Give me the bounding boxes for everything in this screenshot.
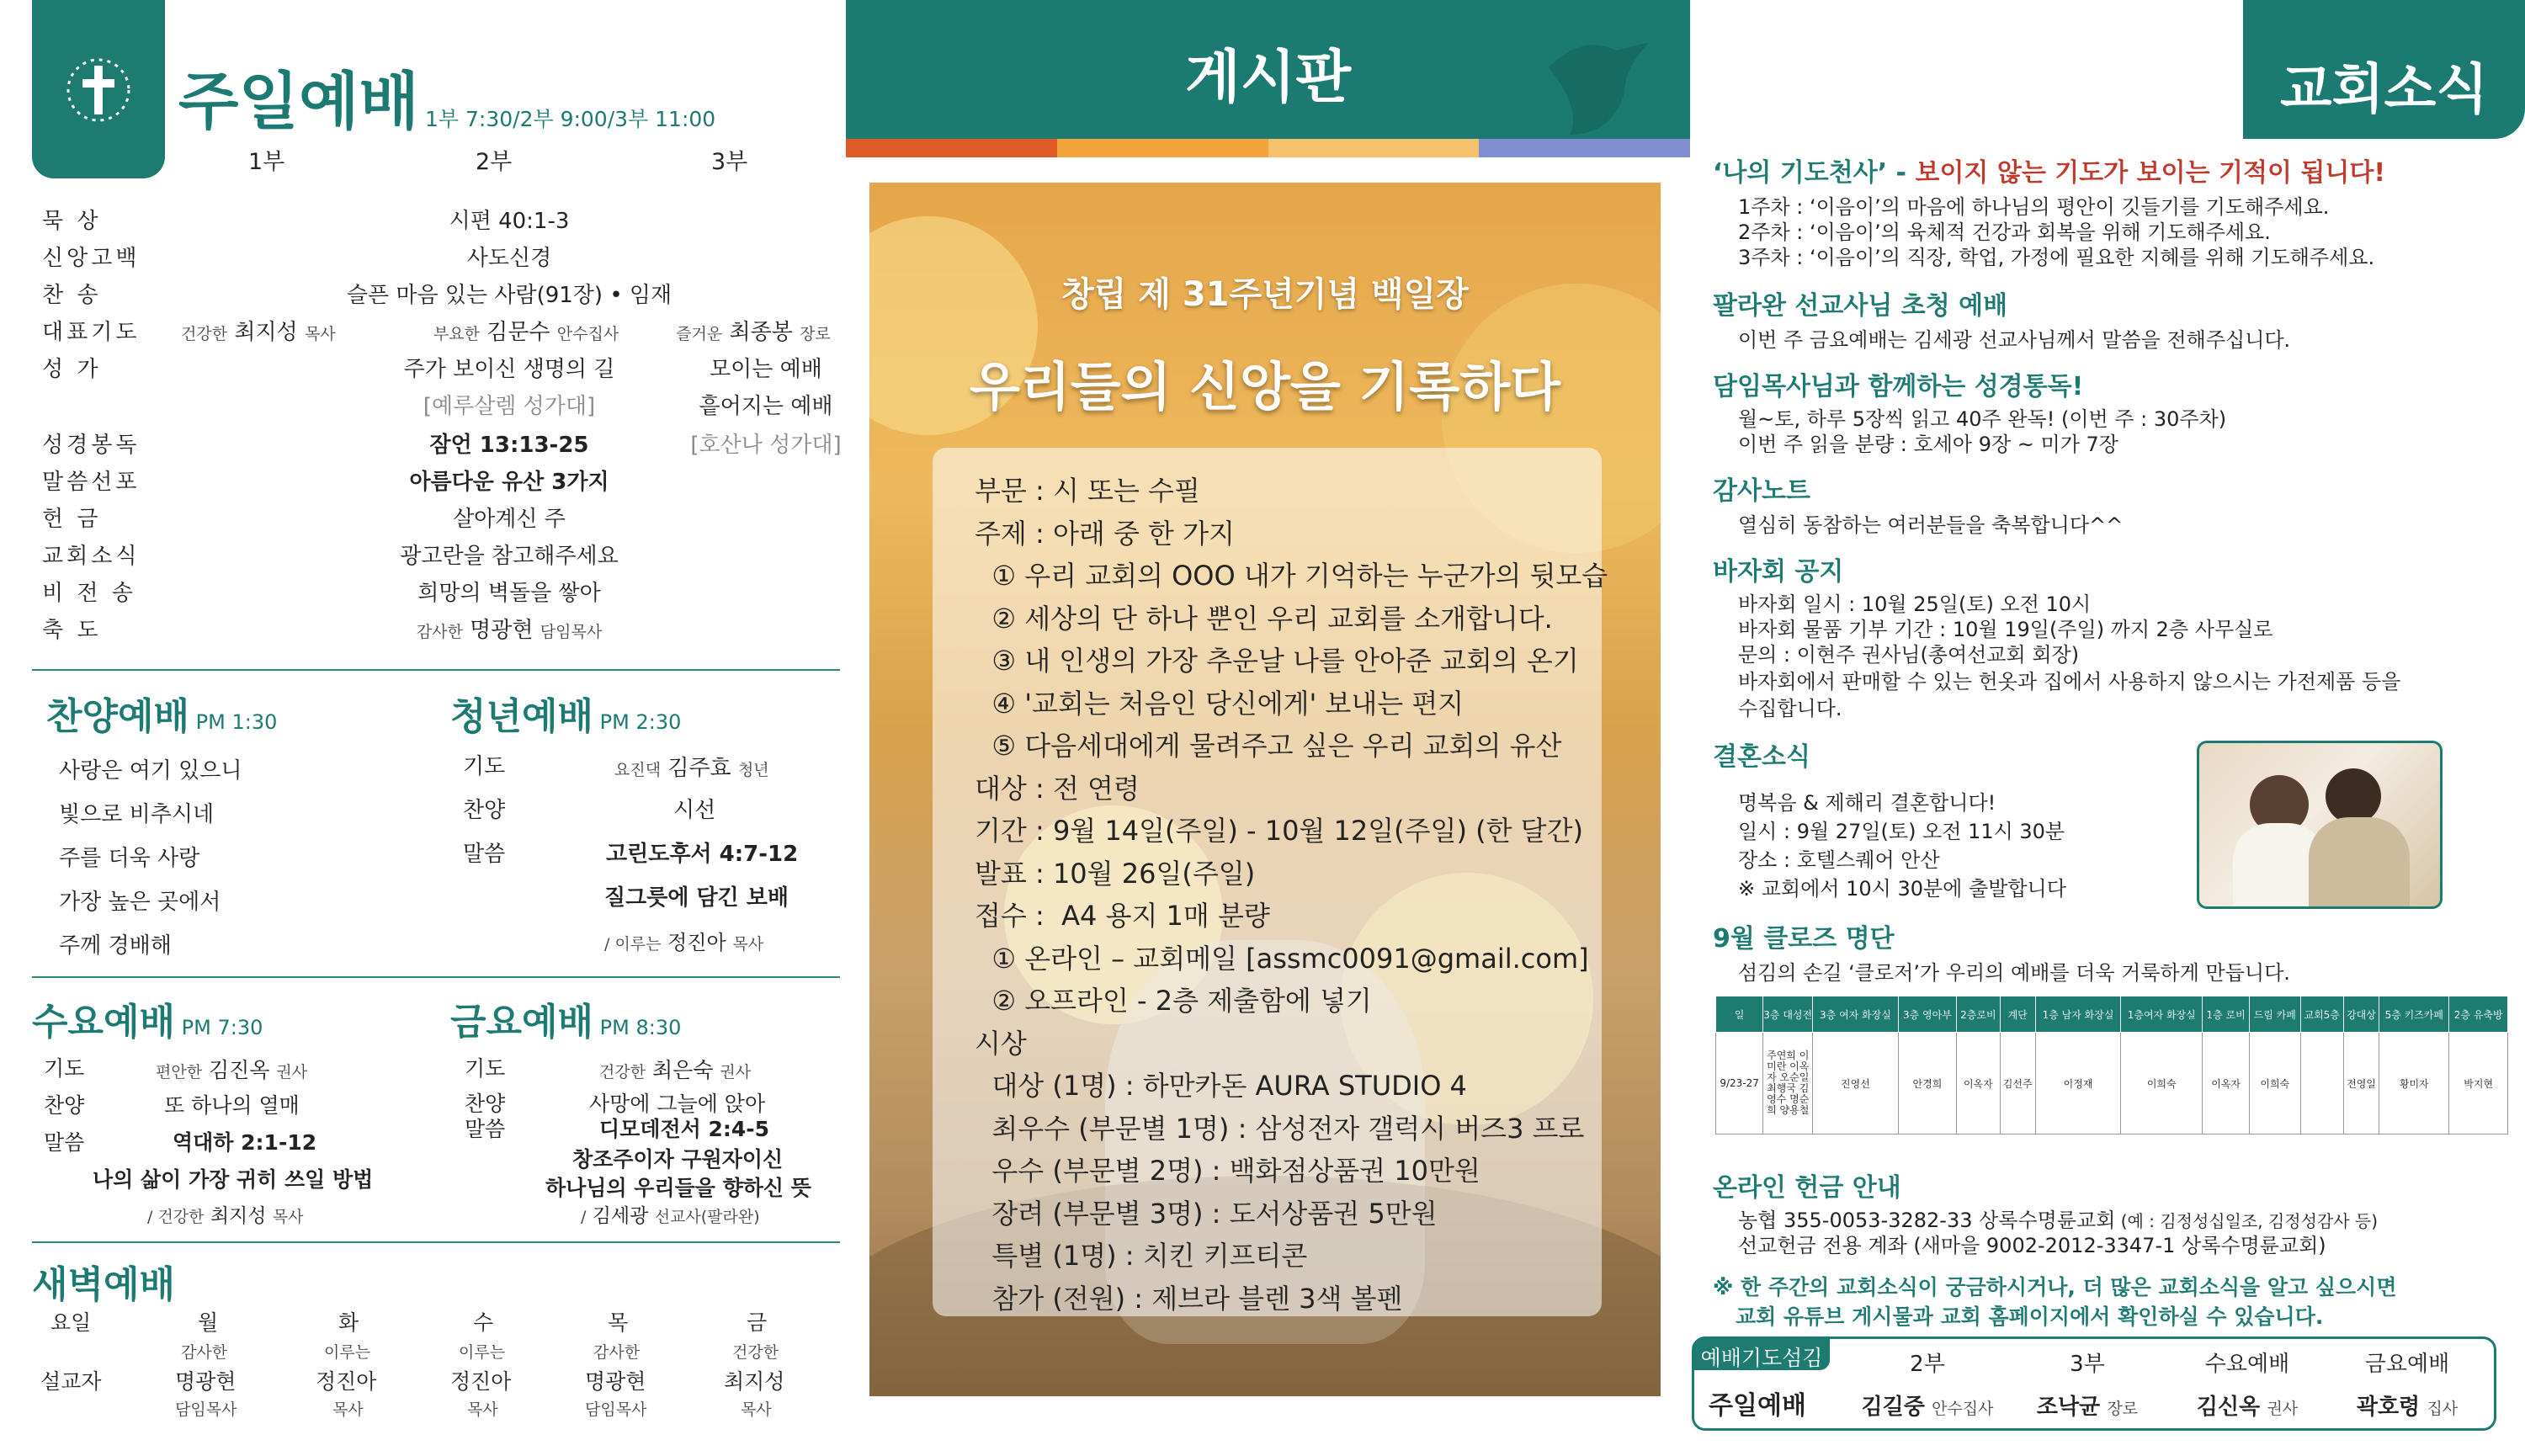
wed-prayer: 편안한 김진옥 권사 <box>156 1058 308 1082</box>
praise-song: 사랑은 여기 있으니 <box>59 758 242 784</box>
wedding-title: 결혼소식 <box>1713 742 1810 772</box>
closers-header-cell: 일 <box>1716 996 1763 1033</box>
poster-line: 참가 (전원) : 제브라 블렌 3색 볼펜 <box>975 1282 1403 1315</box>
prayer-server-col: 수요예배 김신옥 권사 <box>2196 1352 2299 1420</box>
closers-header-cell: 3층 영아부 <box>1898 996 1957 1033</box>
closers-header-cell: 교회5층 <box>2300 996 2343 1033</box>
news-title: 교회소식 <box>2279 59 2489 121</box>
friday-title: 금요예배 PM 8:30 <box>450 1001 682 1044</box>
bible-line: 월~토, 하루 5장씩 읽고 40주 완독! (이번 주 : 30주차) <box>1738 407 2227 431</box>
dawn-preacher-label: 설교자 <box>40 1369 102 1394</box>
sunday-times: 1부 7:30/2부 9:00/3부 11:00 <box>425 107 716 131</box>
closers-cell: 이정재 <box>2035 1033 2120 1135</box>
youth-prayer: 요진댁 김주효 청년 <box>614 756 769 781</box>
poster-line: ① 온라인 – 교회메일 [assmc0091@gmail.com] <box>975 942 1589 975</box>
poster-line: ⑤ 다음세대에게 물려주고 싶은 우리 교회의 유산 <box>975 730 1562 762</box>
closers-cell: 이옥자 <box>1957 1033 2000 1135</box>
praise-title: 찬양예배 PM 1:30 <box>46 695 278 738</box>
dawn-grid: 월 감사한 명광현 담임목사 화 이루는 정진아 목사 수 이루는 정진아 목사 목 감사한 명광현 담임목사 금 건강한 최지성 목사 <box>175 1310 785 1419</box>
wed-praise-label: 찬양 <box>44 1093 85 1118</box>
praise-song: 가장 높은 곳에서 <box>59 890 221 915</box>
poster-line: ④ '교회는 처음인 당신에게' 보내는 편지 <box>975 687 1464 720</box>
fri-preacher: / 김세광 선교사(팔라완) <box>581 1205 760 1227</box>
bible-line: 이번 주 읽을 분량 : 호세아 9장 ~ 미가 7장 <box>1738 433 2118 456</box>
poster-line: 부문 : 시 또는 수필 <box>975 475 1200 507</box>
closers-title: 9월 클로즈 명단 <box>1713 924 1895 954</box>
thanks-text: 열심히 동참하는 여러분들을 축복합니다^^ <box>1738 513 2124 537</box>
bazaar-line: 바자회 일시 : 10월 25일(토) 오전 10시 <box>1738 592 2092 616</box>
prayer-angel-line: 2주차 : ‘이음이’의 육체적 건강과 회복을 위해 기도해주세요. <box>1738 221 2271 244</box>
closers-header-cell: 강대상 <box>2343 996 2379 1033</box>
fri-prayer: 건강한 최은숙 권사 <box>599 1058 752 1082</box>
fri-word-title-2: 하나님의 우리들을 향하신 뜻 <box>545 1176 811 1200</box>
wedding-line: 명복음 & 제해리 결혼합니다! <box>1738 791 1996 815</box>
youth-preacher: / 이루는 정진아 목사 <box>604 931 764 954</box>
closers-header-cell: 3층 여자 화장실 <box>1813 996 1898 1033</box>
fri-praise-label: 찬양 <box>465 1092 506 1116</box>
closers-header-cell: 1층 남자 화장실 <box>2035 996 2120 1033</box>
col-1bu: 1부 <box>248 149 285 175</box>
palawan-title: 팔라완 선교사님 초청 예배 <box>1713 291 2008 321</box>
closers-header-cell: 1층 로비 <box>2203 996 2250 1033</box>
wed-prayer-label: 기도 <box>44 1056 85 1081</box>
poster-line: 우수 (부문별 2명) : 백화점상품권 10만원 <box>975 1155 1480 1187</box>
wed-word-ref: 역대하 2:1-12 <box>173 1130 317 1155</box>
order-row-choir: 성 가 주가 보이신 생명의 길 모이는 예배 <box>42 356 822 382</box>
offering-line-2: 선교헌금 전용 계좌 (새마을 9002-2012-3347-1 상록수명륜교회) <box>1738 1234 2326 1257</box>
closers-header-row <box>1716 996 2508 1033</box>
order-row-choir-2: [예루살렘 성가대] 흩어지는 예배 <box>423 393 833 419</box>
poster-line: 접수 : A4 용지 1매 분량 <box>975 900 1270 932</box>
wed-word-label: 말씀 <box>44 1130 85 1155</box>
prayer-angel-line: 1주차 : ‘이음이’의 마음에 하나님의 평안이 깃들기를 기도해주세요. <box>1738 195 2330 219</box>
youth-prayer-label: 기도 <box>463 754 506 779</box>
poster-line: 시상 <box>975 1027 1027 1060</box>
order-row-prayer: 대표기도 건강한 최지성 목사 부요한 김문수 안수집사 즐거운 최종봉 장로 <box>42 319 831 345</box>
wedding-line: 일시 : 9월 27일(토) 오전 11시 30분 <box>1738 820 2065 843</box>
prayer-angel-line: 3주차 : ‘이음이’의 직장, 학업, 가정에 필요한 지혜를 위해 기도해주세요. <box>1738 246 2375 269</box>
poster-line: ② 오프라인 - 2층 제출함에 넣기 <box>975 985 1372 1017</box>
order-row-offering: 헌 금 살아계신 주 <box>42 506 566 532</box>
dawn-title: 새벽예배 <box>32 1263 176 1306</box>
youth-praise-label: 찬양 <box>463 798 506 823</box>
prayer-server-col: 3부 조낙균 장로 <box>2036 1352 2139 1420</box>
bazaar-line: 바자회에서 판매할 수 있는 헌옷과 집에서 사용하지 않으시는 가전제품 등을 <box>1738 670 2401 693</box>
wedding-line: 장소 : 호텔스퀘어 안산 <box>1738 848 1940 872</box>
board-title: 게시판 <box>1184 45 1352 111</box>
order-row-sermon: 말씀선포 아름다운 유산 3가지 <box>42 469 609 495</box>
bazaar-title: 바자회 공지 <box>1713 557 1844 587</box>
poster-line: 특별 (1명) : 치킨 키프티콘 <box>975 1240 1308 1272</box>
closers-header-cell: 계단 <box>2000 996 2035 1033</box>
closers-cell: 황미자 <box>2379 1033 2449 1135</box>
closers-cell: 김선주 <box>2000 1033 2035 1135</box>
poster-line: 대상 : 전 연령 <box>975 772 1140 805</box>
poster-line: 기간 : 9월 14일(주일) - 10월 12일(주일) (한 달간) <box>975 815 1583 847</box>
poster-line: 발표 : 10월 26일(주일) <box>975 857 1256 890</box>
notice-line-2: 교회 유튜브 게시물과 교회 홈페이지에서 확인하실 수 있습니다. <box>1736 1305 2324 1329</box>
closers-cell: 주연희 이미란 이옥자 오순일 최행국 김영수 명순희 양용철 <box>1763 1033 1813 1135</box>
wed-praise: 또 하나의 열매 <box>164 1093 300 1118</box>
dawn-day-label: 요일 <box>50 1310 92 1335</box>
closers-header-cell: 드림 카페 <box>2250 996 2301 1033</box>
order-row-hymn: 찬 송 슬픈 마음 있는 사람(91장) • 임재 <box>42 282 672 308</box>
youth-praise: 시선 <box>673 798 716 823</box>
closers-header-cell: 3층 대성전 <box>1763 996 1813 1033</box>
fri-word-title-1: 창조주이자 구원자이신 <box>572 1147 784 1172</box>
praise-song: 빛으로 비추시네 <box>59 802 215 827</box>
order-row-benediction: 축 도 감사한 명광현 담임목사 <box>42 617 603 643</box>
poster-line: 주제 : 아래 중 한 가지 <box>975 517 1235 550</box>
wed-word-title: 나의 삶이 가장 귀히 쓰일 방법 <box>93 1167 374 1192</box>
closers-cell: 이희숙 <box>2121 1033 2203 1135</box>
closers-cell: 안경희 <box>1898 1033 1957 1135</box>
thanks-title: 감사노트 <box>1713 476 1810 506</box>
order-row-vision: 비 전 송 희망의 벽돌을 쌓아 <box>42 580 601 606</box>
bazaar-line: 수집합니다. <box>1738 697 1842 720</box>
table-row <box>1716 1033 2508 1135</box>
col-3bu: 3부 <box>711 149 748 175</box>
dove-icon <box>1532 17 1658 143</box>
closers-cell: 이희숙 <box>2250 1033 2301 1135</box>
closers-cell: 박지현 <box>2449 1033 2508 1135</box>
wed-preacher: / 건강한 최지성 목사 <box>147 1205 304 1227</box>
closers-cell: 9/23-27 <box>1716 1033 1763 1135</box>
youth-word-title: 질그릇에 담긴 보배 <box>604 885 789 911</box>
closers-cell <box>2300 1033 2343 1135</box>
offering-line-1: 농협 355-0053-3282-33 상록수명륜교회 (예 : 김정성십일조, 김정성감사 등) <box>1738 1209 2379 1232</box>
order-row-scripture: 성경봉독 잠언 13:13-25 [호산나 성가대] <box>42 432 842 458</box>
youth-word-label: 말씀 <box>463 842 506 867</box>
fri-prayer-label: 기도 <box>465 1056 506 1081</box>
poster-line: ③ 내 인생의 가장 추운날 나를 안아준 교회의 온기 <box>975 645 1579 677</box>
bazaar-line: 바자회 물품 기부 기간 : 10월 19일(주일) 까지 2층 사무실로 <box>1738 618 2273 641</box>
closers-header-cell: 1층여자 화장실 <box>2121 996 2203 1033</box>
poster-line: 대상 (1명) : 하만카돈 AURA STUDIO 4 <box>975 1070 1467 1102</box>
cross-badge <box>32 0 165 178</box>
prayer-server-col: 2부 김길중 안수집사 <box>1861 1352 1994 1420</box>
prayer-servers-grid <box>1847 1347 2487 1422</box>
praise-songs <box>59 749 242 968</box>
poster-line: ② 세상의 단 하나 뿐인 우리 교회를 소개합니다. <box>975 602 1553 635</box>
poster-line: 최우수 (부문별 1명) : 삼성전자 갤럭시 버즈3 프로 <box>975 1112 1585 1145</box>
poster-line: 장려 (부문별 3명) : 도서상품권 5만원 <box>975 1197 1438 1230</box>
notice-line-1: ※ 한 주간의 교회소식이 궁금하시거나, 더 많은 교회소식을 알고 싶으시면 <box>1713 1275 2397 1299</box>
praise-song: 주를 더욱 사랑 <box>59 846 200 871</box>
wednesday-title: 수요예배 PM 7:30 <box>32 1001 263 1044</box>
closers-cell: 이옥자 <box>2203 1033 2250 1135</box>
order-row-creed: 신앙고백 사도신경 <box>42 245 552 271</box>
palawan-text: 이번 주 금요예배는 김세광 선교사님께서 말씀을 전해주십니다. <box>1738 328 2291 352</box>
prayer-server-col: 금요예배 곽호령 집사 <box>2356 1352 2459 1420</box>
poster-subtitle: 창립 제 31주년기념 백일장 <box>1061 275 1469 314</box>
prayer-servers-tag-label: 예배기도섬김 <box>1700 1346 1823 1370</box>
closers-header-cell: 5층 키즈카페 <box>2379 996 2449 1033</box>
closers-header-cell: 2층 유축방 <box>2449 996 2508 1033</box>
prayer-angel-title: ‘나의 기도천사’ - 보이지 않는 기도가 보이는 기적이 됩니다! <box>1713 158 2386 188</box>
closers-cell: 전영일 <box>2343 1033 2379 1135</box>
closers-cell: 진영선 <box>1813 1033 1898 1135</box>
closers-header-cell: 2층로비 <box>1957 996 2000 1033</box>
closers-text: 섬김의 손길 ‘클로저’가 우리의 예배를 더욱 거룩하게 만듭니다. <box>1738 961 2290 985</box>
wedding-line: ※ 교회에서 10시 30분에 출발합니다 <box>1738 877 2066 901</box>
closers-table <box>1715 996 2508 1135</box>
divider <box>32 669 840 671</box>
order-row-news: 교회소식 광고란을 참고해주세요 <box>42 543 619 569</box>
fri-praise: 사망에 그늘에 앉아 <box>589 1092 766 1116</box>
col-2bu: 2부 <box>476 149 513 175</box>
cross-icon <box>57 49 140 131</box>
youth-word-ref: 고린도후서 4:7-12 <box>606 842 799 867</box>
fri-word-label: 말씀 <box>465 1117 506 1141</box>
offering-title: 온라인 헌금 안내 <box>1713 1173 1901 1203</box>
poster-line: ① 우리 교회의 OOO 내가 기억하는 누군가의 뒷모습 <box>975 560 1608 592</box>
bazaar-line: 문의 : 이현주 권사님(총여선교회 회장) <box>1738 643 2080 667</box>
divider <box>32 1241 840 1243</box>
wedding-photo <box>2197 741 2443 909</box>
fri-word-ref: 디모데전서 2:4-5 <box>599 1117 770 1141</box>
divider <box>32 976 840 978</box>
bible-title: 담임목사님과 함께하는 성경통독! <box>1713 372 2084 401</box>
youth-title: 청년예배 PM 2:30 <box>450 695 682 738</box>
sunday-title: 주일예배 <box>178 66 419 138</box>
poster-title: 우리들의 신앙을 기록하다 <box>970 356 1560 417</box>
order-row-meditation: 묵 상 시편 40:1-3 <box>42 208 570 234</box>
prayer-servers-service: 주일예배 <box>1709 1391 1806 1421</box>
praise-song: 주께 경배해 <box>59 933 172 959</box>
